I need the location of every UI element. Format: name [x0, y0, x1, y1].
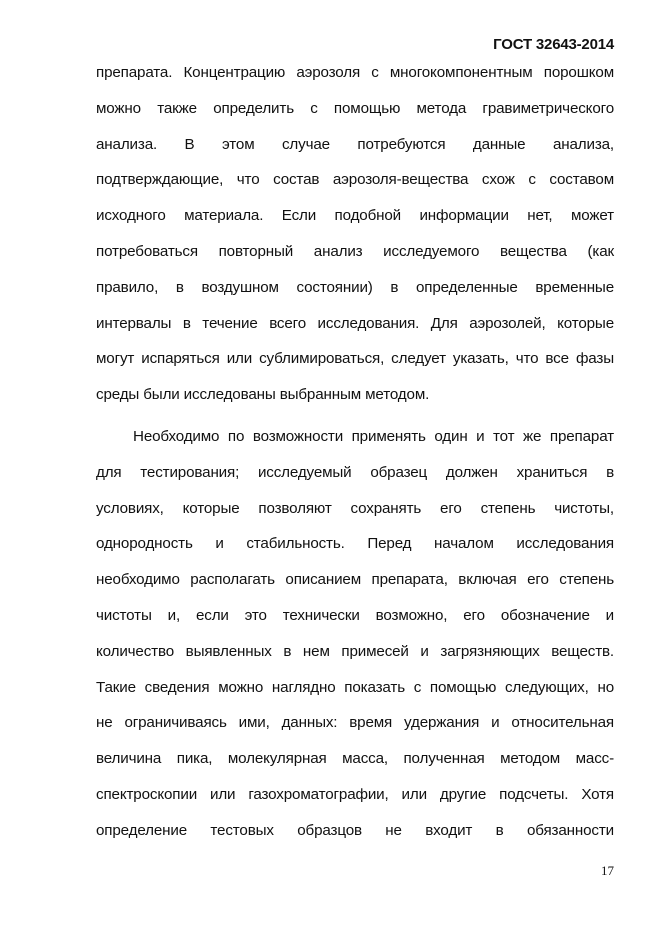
text-line: для тестирования; исследуемый образец должен храниться в: [96, 463, 614, 481]
document-standard-number: ГОСТ 32643-2014: [493, 36, 614, 53]
text-line: спектроскопии или газохроматографии, или другие подсчеты. Хотя: [96, 785, 614, 803]
paragraph-2: [96, 419, 614, 849]
text-line: необходимо располагать описанием препарата, включая его степень: [96, 571, 614, 589]
paragraph-1: [96, 55, 614, 413]
text-line: величина пика, молекулярная масса, полученная методом масс-: [96, 750, 614, 768]
text-line: анализа. В этом случае потребуются данные анализа,: [96, 135, 614, 153]
text-line: потребоваться повторный анализ исследуемого вещества (как: [96, 242, 614, 260]
text-line: чистоты и, если это технически возможно, его обозначение и: [96, 606, 614, 624]
text-line: можно также определить с помощью метода гравиметрического: [96, 99, 614, 117]
page-number: 17: [601, 863, 614, 878]
text-line: не ограничиваясь ими, данных: время удержания и относительная: [96, 714, 614, 732]
text-line: исходного материала. Если подобной информации нет, может: [96, 207, 614, 225]
text-line: количество выявленных в нем примесей и загрязняющих веществ.: [96, 642, 614, 660]
text-line: определение тестовых образцов не входит в обязанности: [96, 821, 614, 839]
text-line: Такие сведения можно наглядно показать с помощью следующих, но: [96, 678, 614, 696]
text-line: среды были исследованы выбранным методом.: [96, 386, 430, 404]
text-line: правило, в воздушном состоянии) в определенные временные: [96, 278, 614, 296]
text-line: могут испаряться или сублимироваться, следует указать, что все фазы: [96, 350, 614, 368]
text-line: однородность и стабильность. Перед началом исследования: [96, 535, 614, 553]
text-line: Необходимо по возможности применять один и тот же препарат: [133, 428, 614, 445]
text-line: препарата. Концентрацию аэрозоля с многокомпонентным порошком: [96, 64, 614, 81]
text-line: условиях, которые позволяют сохранять его степень чистоты,: [96, 499, 614, 517]
text-line: интервалы в течение всего исследования. Для аэрозолей, которые: [96, 314, 614, 332]
text-line: подтверждающие, что состав аэрозоля-вещества схож с составом: [96, 171, 614, 189]
